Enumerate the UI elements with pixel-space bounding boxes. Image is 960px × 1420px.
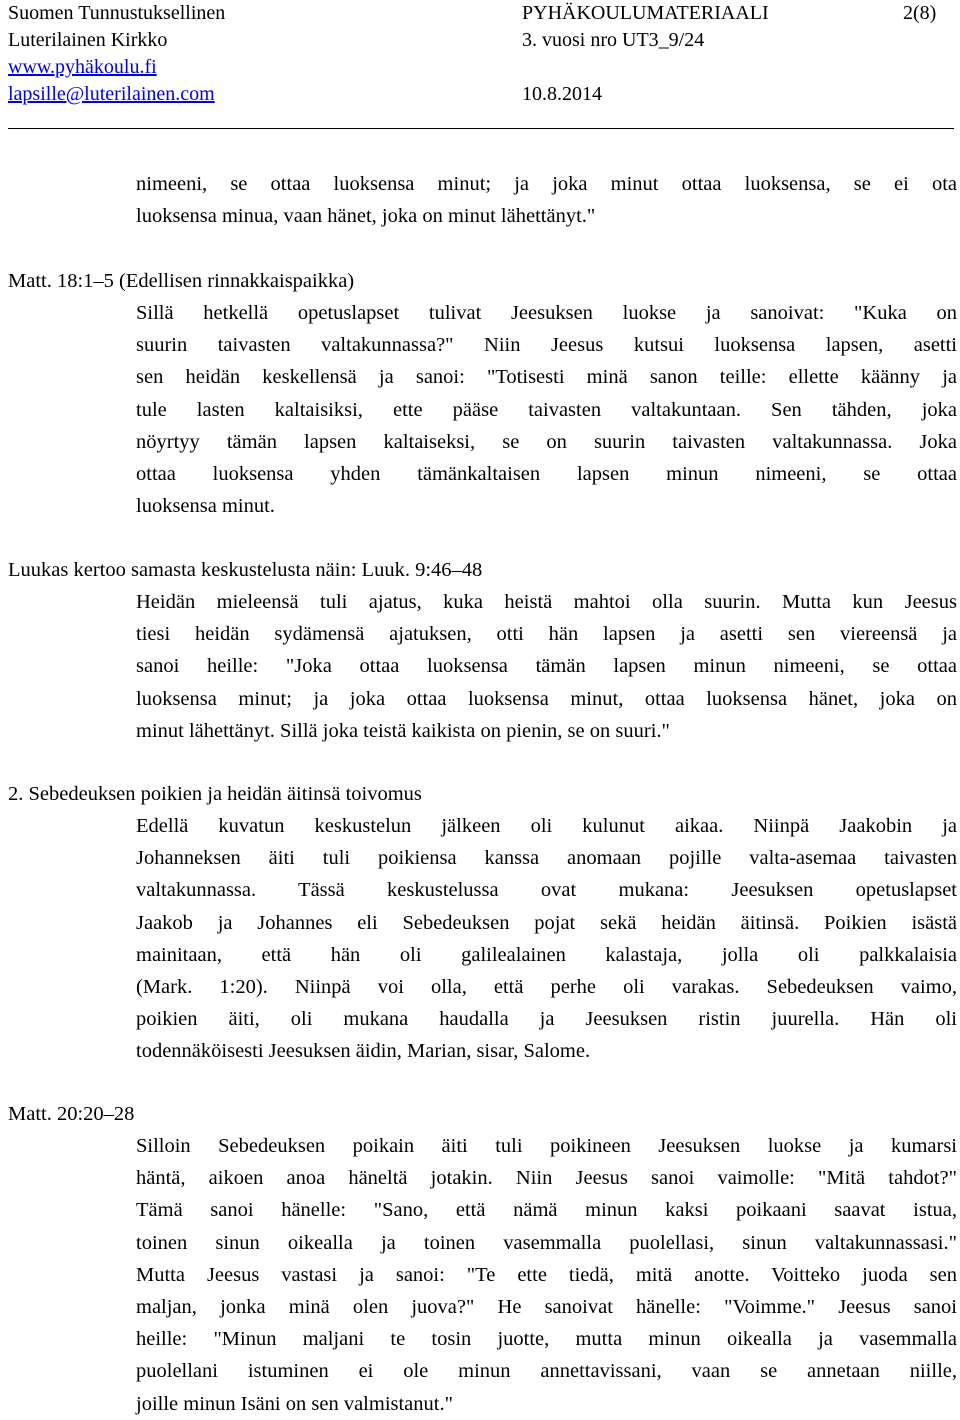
text-line: luoksensa minut. [136, 495, 275, 518]
text-line: tiesi heidän sydämensä ajatuksen, otti hän lapsen ja asetti sen viereensä ja [136, 623, 957, 646]
material-code: 3. vuosi nro UT3_9/24 [522, 29, 705, 51]
header-center-block [522, 0, 769, 108]
text-line: toinen sinun oikealla ja toinen vasemmalla puolellasi, sinun valtakunnassasi." [136, 1231, 957, 1254]
luke-passage [136, 586, 957, 747]
text-line: Edellä kuvatun keskustelun jälkeen oli kulunut aikaa. Niinpä Jaakobin ja [136, 815, 957, 837]
text-line: (Mark. 1:20). Niinpä voi olla, että perhe oli varakas. Sebedeuksen vaimo, [136, 976, 957, 999]
email-link[interactable]: lapsille@luterilainen.com [8, 83, 215, 105]
header-divider [8, 128, 954, 129]
text-line: luoksensa minua, vaan hänet, joka on minut lähettänyt." [136, 205, 596, 228]
text-line: puolellani istuminen ei ole minun annettavissani, vaan se annetaan niille, [136, 1360, 957, 1383]
page-number: 2(8) [903, 2, 937, 24]
text-line: Mutta Jeesus vastasi ja sanoi: "Te ette tiedä, mitä anotte. Voitteko juoda sen [136, 1263, 957, 1286]
text-line: heille: "Minun maljani te tosin juotte, mutta minun oikealla ja vasemmalla [136, 1328, 957, 1351]
document-date: 10.8.2014 [522, 83, 602, 105]
text-line: ottaa luoksensa yhden tämänkaltaisen lapsen minun nimeeni, se ottaa [136, 463, 957, 486]
text-line: häntä, aikoen anoa häneltä jotakin. Niin Jeesus sanoi vaimolle: "Mitä tahdot?" [136, 1167, 957, 1190]
text-line: sanoi heille: "Joka ottaa luoksensa tämän lapsen minun nimeeni, se ottaa [136, 655, 957, 678]
text-line: suurin taivasten valtakunnassa?" Niin Jeesus kutsui luoksensa lapsen, asetti [136, 334, 957, 357]
org-name-line2: Luterilainen Kirkko [8, 29, 168, 51]
luke-intro: Luukas kertoo samasta keskustelusta näin: Luuk. 9:46–48 [8, 559, 483, 581]
text-line: todennäköisesti Jeesuksen äidin, Marian, sisar, Salome. [136, 1040, 591, 1063]
matt18-passage [136, 297, 957, 522]
website-link[interactable]: www.pyhäkoulu.fi [8, 56, 157, 78]
matt20-reference: Matt. 20:20–28 [8, 1103, 135, 1125]
header-left-block [8, 0, 225, 108]
matt20-passage [136, 1130, 957, 1420]
text-line: joille minun Isäni on sen valmistanut." [136, 1392, 453, 1415]
text-line: sen heidän keskellensä ja sanoi: "Totisesti minä sanon teille: ellette käänny ja [136, 366, 957, 389]
text-line: Johanneksen äiti tuli poikiensa kanssa anomaan pojille valta-asemaa taivasten [136, 847, 957, 870]
text-line: mainitaan, että hän oli galilealainen kalastaja, jolla oli palkkalaisia [136, 943, 957, 966]
matt18-reference: Matt. 18:1–5 (Edellisen rinnakkaispaikka) [8, 270, 355, 292]
text-line: Silloin Sebedeuksen poikain äiti tuli poikineen Jeesuksen luokse ja kumarsi [136, 1135, 957, 1157]
org-name-line1: Suomen Tunnustuksellinen [8, 2, 226, 24]
text-line: tule lasten kaltaisiksi, ette pääse taivasten valtakuntaan. Sen tähden, joka [136, 398, 957, 421]
text-line: nimeeni, se ottaa luoksensa minut; ja joka minut ottaa luoksensa, se ei ota [136, 173, 957, 195]
text-line: Sillä hetkellä opetuslapset tulivat Jeesuksen luokse ja sanoivat: "Kuka on [136, 302, 957, 324]
text-line: nöyrtyy tämän lapsen kaltaiseksi, se on suurin taivasten valtakunnassa. Joka [136, 430, 957, 453]
text-line: poikien äiti, oli mukana haudalla ja Jeesuksen ristin juurella. Hän oli [136, 1008, 957, 1031]
text-line: valtakunnassa. Tässä keskustelussa ovat mukana: Jeesuksen opetuslapset [136, 879, 957, 902]
section-2-paragraph [136, 810, 957, 1068]
text-line: luoksensa minut; ja joka ottaa luoksensa minut, ottaa luoksensa hänet, joka on [136, 687, 957, 710]
quote-continuation [136, 168, 957, 232]
material-title: PYHÄKOULUMATERIAALI [522, 2, 769, 24]
text-line: Jaakob ja Johannes eli Sebedeuksen pojat sekä heidän äitinsä. Poikien isästä [136, 911, 957, 934]
section-2-heading: 2. Sebedeuksen poikien ja heidän äitinsä toivomus [8, 783, 422, 805]
text-line: Heidän mieleensä tuli ajatus, kuka heistä mahtoi olla suurin. Mutta kun Jeesus [136, 591, 957, 613]
text-line: Tämä sanoi hänelle: "Sano, että nämä minun kaksi poikaani saavat istua, [136, 1199, 957, 1222]
text-line: maljan, jonka minä olen juova?" He sanoivat hänelle: "Voimme." Jeesus sanoi [136, 1296, 957, 1319]
text-line: minut lähettänyt. Sillä joka teistä kaikista on pienin, se on suuri." [136, 719, 670, 742]
